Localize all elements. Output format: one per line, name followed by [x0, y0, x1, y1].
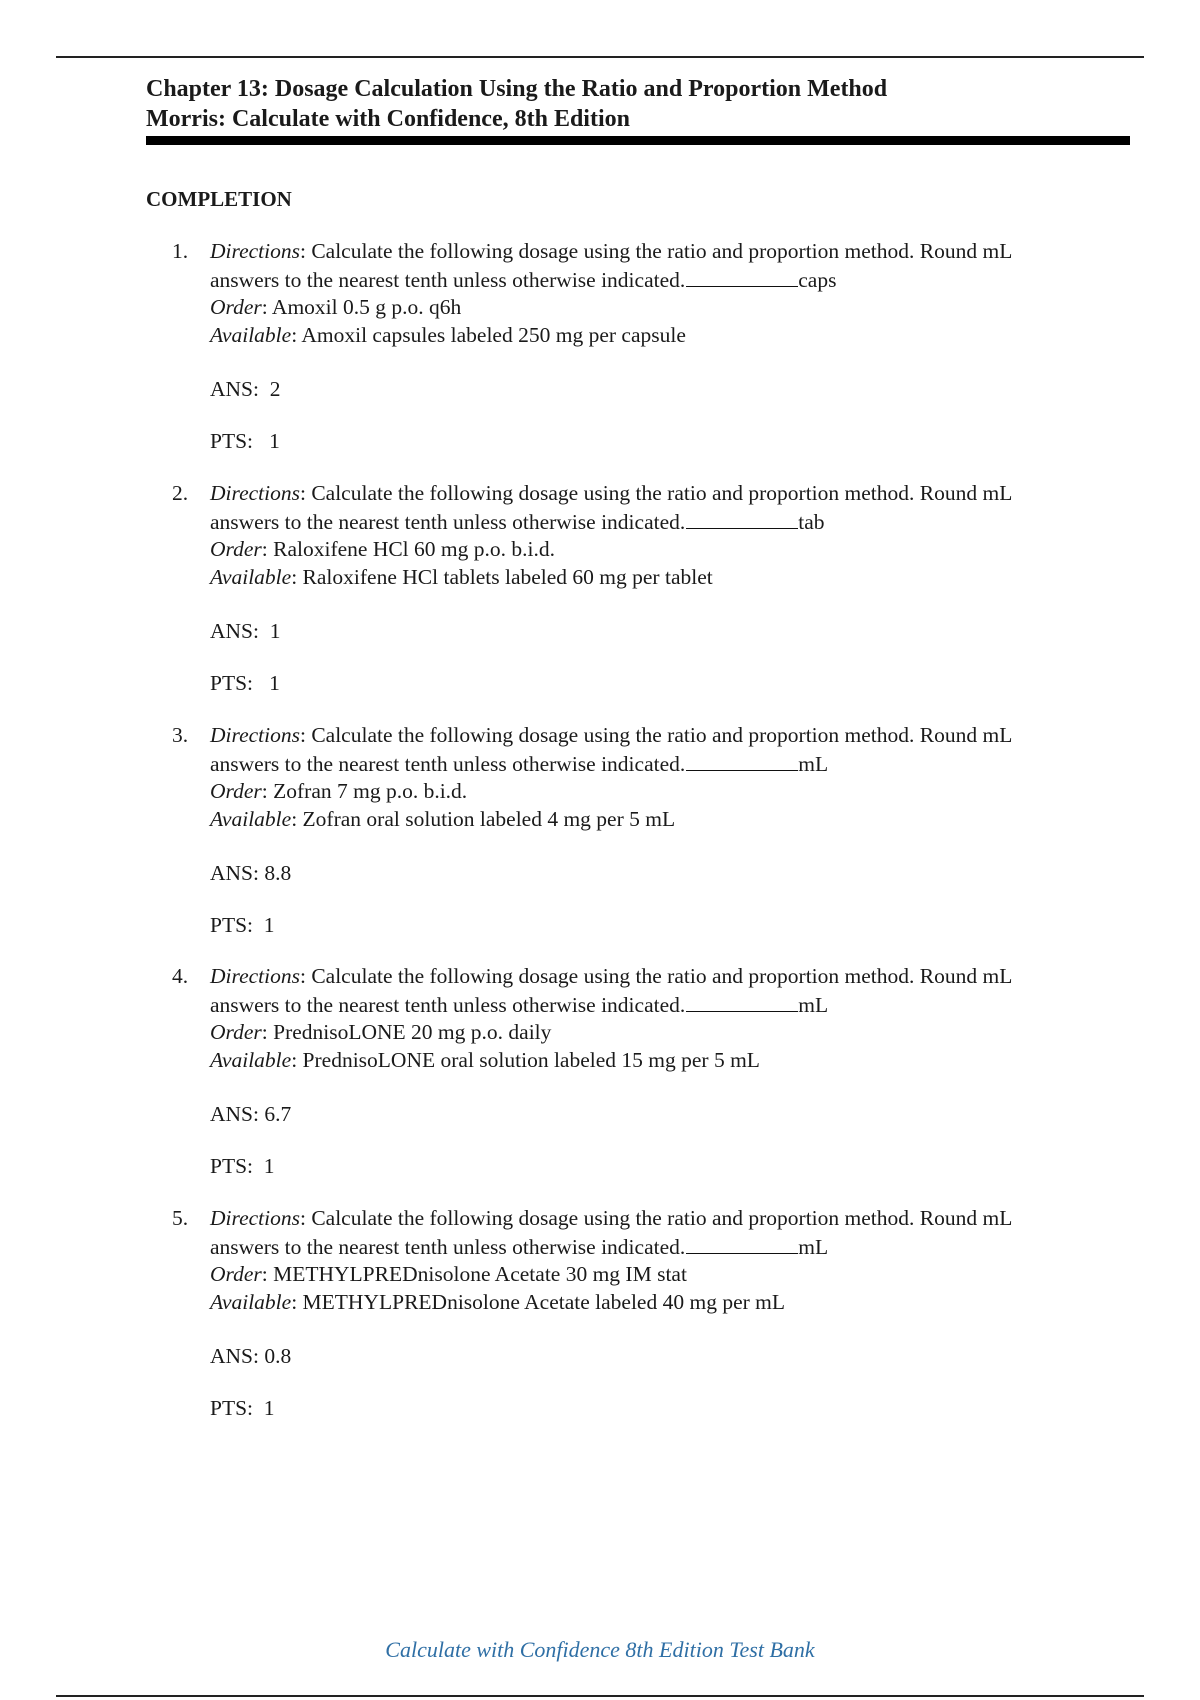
available-text: : Amoxil capsules labeled 250 mg per capsule: [291, 322, 686, 347]
ans-label: ANS:: [210, 619, 259, 643]
answer-blank[interactable]: [686, 1233, 798, 1254]
answer-unit: tab: [798, 509, 825, 534]
order-text: : Amoxil 0.5 g p.o. q6h: [261, 295, 462, 319]
directions-line: [210, 722, 1136, 750]
available-line: [210, 1289, 1136, 1317]
answer-prompt-line: [210, 1233, 1136, 1262]
directions-text-cont: answers to the nearest tenth unless otherwise indicated.: [210, 751, 686, 776]
question-body: [210, 1205, 1136, 1422]
directions-label: Directions: [210, 964, 300, 988]
directions-text-cont: answers to the nearest tenth unless otherwise indicated.: [210, 267, 686, 292]
ans-label: ANS:: [210, 1344, 259, 1368]
chapter-title: Chapter 13: Dosage Calculation Using the Ratio and Proportion Method: [146, 76, 888, 102]
question-number: 3.: [172, 723, 189, 747]
answer-prompt-line: [210, 991, 1136, 1020]
directions-text-cont: answers to the nearest tenth unless otherwise indicated.: [210, 1234, 686, 1259]
question-number: 2.: [172, 481, 189, 505]
answer-prompt-line: [210, 508, 1136, 537]
answer-line: [210, 860, 1136, 888]
order-text: : PrednisoLONE 20 mg p.o. daily: [261, 1020, 552, 1044]
question-body: [210, 238, 1136, 455]
chapter-header: [146, 74, 1130, 145]
pts-label: PTS:: [210, 1153, 254, 1178]
top-rule: [56, 56, 1144, 58]
answer-blank[interactable]: [686, 991, 798, 1012]
answer-prompt-line: [210, 750, 1136, 779]
directions-label: Directions: [210, 239, 300, 263]
available-text: : PrednisoLONE oral solution labeled 15 mg per 5 mL: [291, 1047, 760, 1072]
ans-value: 6.7: [264, 1102, 292, 1126]
available-label: Available: [210, 1047, 292, 1072]
answer-blank[interactable]: [686, 508, 798, 529]
ans-value: 8.8: [264, 861, 292, 885]
directions-line: [210, 480, 1136, 508]
pts-value: 1: [263, 912, 275, 937]
directions-text: : Calculate the following dosage using the ratio and proportion method. Round mL: [299, 964, 1013, 988]
answer-unit: caps: [798, 267, 837, 292]
answer-blank[interactable]: [686, 266, 798, 287]
directions-line: [210, 238, 1136, 266]
order-label: Order: [210, 537, 262, 561]
available-text: : Zofran oral solution labeled 4 mg per 5 mL: [291, 806, 676, 831]
section-title: COMPLETION: [146, 187, 292, 211]
answer-line: [210, 1101, 1136, 1129]
ans-label: ANS:: [210, 861, 259, 885]
available-label: Available: [210, 322, 292, 347]
points-line: [210, 912, 1136, 940]
pts-label: PTS:: [210, 1395, 254, 1420]
footer-text: Calculate with Confidence 8th Edition Test Bank: [385, 1637, 815, 1662]
order-line: [210, 1019, 1136, 1047]
pts-value: 1: [263, 1395, 275, 1420]
pts-value: 1: [263, 1153, 275, 1178]
available-text: : Raloxifene HCl tablets labeled 60 mg per tablet: [291, 564, 713, 589]
order-line: [210, 1261, 1136, 1289]
points-line: [210, 1395, 1136, 1423]
order-text: : METHYLPREDnisolone Acetate 30 mg IM stat: [261, 1262, 687, 1286]
answer-unit: mL: [798, 1234, 829, 1259]
answer-unit: mL: [798, 992, 829, 1017]
bottom-rule: [56, 1695, 1144, 1697]
directions-label: Directions: [210, 723, 300, 747]
points-line: [210, 428, 1136, 456]
order-label: Order: [210, 1262, 262, 1286]
question-body: [210, 480, 1136, 697]
directions-label: Directions: [210, 1206, 300, 1230]
points-line: [210, 1153, 1136, 1181]
header-rule: [146, 136, 1130, 145]
ans-label: ANS:: [210, 377, 259, 401]
available-text: : METHYLPREDnisolone Acetate labeled 40 mg per mL: [291, 1289, 785, 1314]
order-label: Order: [210, 1020, 262, 1044]
directions-text: : Calculate the following dosage using the ratio and proportion method. Round mL: [299, 1206, 1013, 1230]
available-label: Available: [210, 806, 292, 831]
points-line: [210, 670, 1136, 698]
answer-prompt-line: [210, 266, 1136, 295]
ans-value: 1: [269, 619, 281, 643]
order-line: [210, 778, 1136, 806]
directions-label: Directions: [210, 481, 300, 505]
question-number: 1.: [172, 239, 189, 263]
pts-value: 1: [269, 428, 280, 453]
pts-label: PTS:: [210, 912, 254, 937]
question-body: [210, 963, 1136, 1180]
directions-line: [210, 963, 1136, 991]
directions-text-cont: answers to the nearest tenth unless otherwise indicated.: [210, 992, 686, 1017]
pts-label: PTS:: [210, 670, 254, 695]
order-text: : Zofran 7 mg p.o. b.i.d.: [261, 779, 468, 803]
order-line: [210, 536, 1136, 564]
question-number: 4.: [172, 964, 189, 988]
directions-line: [210, 1205, 1136, 1233]
order-line: [210, 294, 1136, 322]
available-line: [210, 322, 1136, 350]
answer-unit: mL: [798, 751, 829, 776]
question-number: 5.: [172, 1206, 189, 1230]
book-title: Morris: Calculate with Confidence, 8th Edition: [146, 106, 630, 132]
directions-text: : Calculate the following dosage using the ratio and proportion method. Round mL: [299, 481, 1013, 505]
available-line: [210, 806, 1136, 834]
order-text: : Raloxifene HCl 60 mg p.o. b.i.d.: [261, 537, 555, 561]
ans-label: ANS:: [210, 1102, 259, 1126]
pts-label: PTS:: [210, 428, 254, 453]
answer-blank[interactable]: [686, 750, 798, 771]
available-label: Available: [210, 1289, 292, 1314]
directions-text-cont: answers to the nearest tenth unless otherwise indicated.: [210, 509, 686, 534]
directions-text: : Calculate the following dosage using the ratio and proportion method. Round mL: [299, 723, 1013, 747]
order-label: Order: [210, 779, 262, 803]
available-label: Available: [210, 564, 292, 589]
available-line: [210, 1047, 1136, 1075]
ans-value: 0.8: [264, 1344, 292, 1368]
answer-line: [210, 1343, 1136, 1371]
order-label: Order: [210, 295, 262, 319]
answer-line: [210, 618, 1136, 646]
answer-line: [210, 376, 1136, 404]
ans-value: 2: [269, 377, 281, 401]
pts-value: 1: [269, 670, 280, 695]
directions-text: : Calculate the following dosage using the ratio and proportion method. Round mL: [299, 239, 1013, 263]
question-body: [210, 722, 1136, 939]
available-line: [210, 564, 1136, 592]
